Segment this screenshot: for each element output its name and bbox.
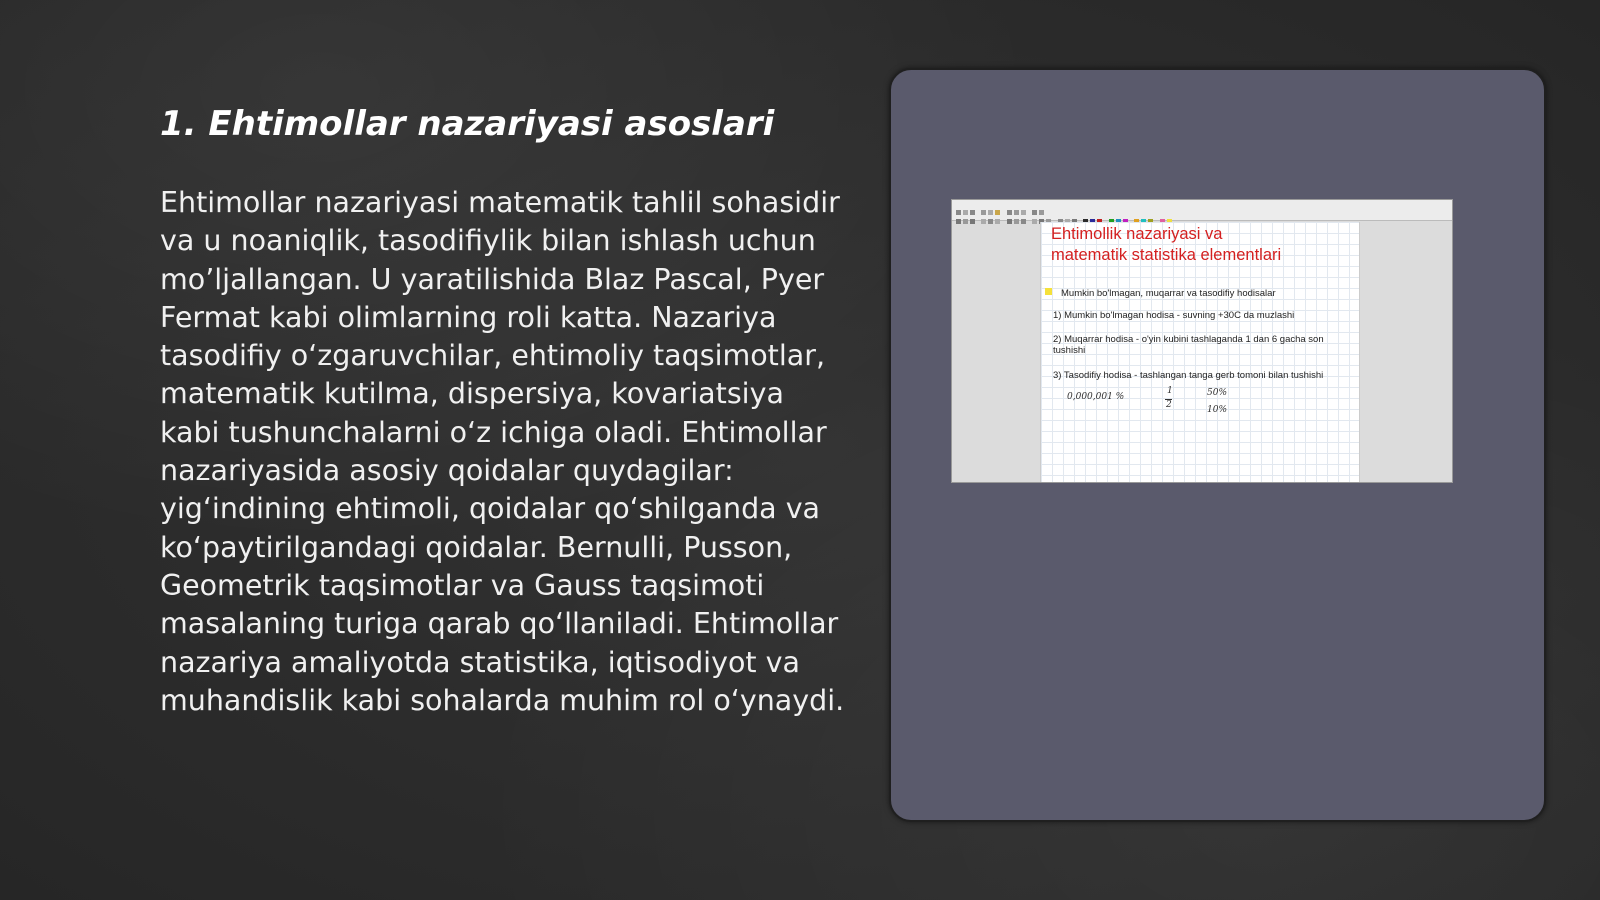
doc-title-line2: matematik statistika elementlari <box>1051 246 1282 264</box>
editor-toolbar <box>952 200 1452 221</box>
doc-title <box>1051 224 1351 266</box>
sticky-note-icon <box>1045 288 1052 295</box>
handwritten-fraction-denominator: 2 <box>1166 400 1172 410</box>
slide-body-text: Ehtimollar nazariyasi matematik tahlil sohasidir va u noaniqlik, tasodifiylik bilan ishlash uchun mo’ljallangan. U yaratilishida Blaz Pascal, Pyer Fermat kabi olimlarning roli katta. Nazariya tasodifiy o‘zgaruvchilar, ehtimoliy taqsimotlar, matematik kutilma, dispersiya, kovariatsiya kabi tushunchalarni o‘z ichiga oladi. Ehtimollar nazariyasida asosiy qoidalar quydagilar: yig‘indining ehtimoli, qoidalar qo‘shilganda va ko‘paytirilgandagi qoidalar. Bernulli, Pusson, Geometrik taqsimotlar va Gauss taqsimoti masalaning turiga qarab qo‘llaniladi. Ehtimollar nazariya amaliyotda statistika, iqtisodiyot va muhandislik kabi sohalarda muhim rol o‘ynaydi. <box>160 186 845 717</box>
handwritten-percent-1: 50% <box>1207 388 1228 398</box>
handwritten-value: 0,000,001 % <box>1067 392 1125 402</box>
doc-title-line1: Ehtimollik nazariyasi va <box>1051 225 1223 243</box>
slide-title: 1. Ehtimollar nazariyasi asoslari <box>160 104 775 144</box>
notebook-page <box>1040 222 1360 483</box>
handwritten-percent-2: 10% <box>1207 405 1228 415</box>
doc-item-3: 3) Tasodifiy hodisa - tashlangan tanga gerb tomoni bilan tushishi <box>1053 370 1324 381</box>
doc-heading: Mumkin bo'lmagan, muqarrar va tasodifiy hodisalar <box>1061 288 1276 299</box>
doc-item-2: 2) Muqarrar hodisa - o'yin kubini tashlaganda 1 dan 6 gacha son tushishi <box>1053 334 1324 356</box>
doc-item-1: 1) Mumkin bo'lmagan hodisa - suvning +30C da muzlashi <box>1053 310 1295 321</box>
handwritten-fraction-numerator: 1 <box>1167 386 1173 396</box>
embedded-screenshot <box>951 199 1453 483</box>
